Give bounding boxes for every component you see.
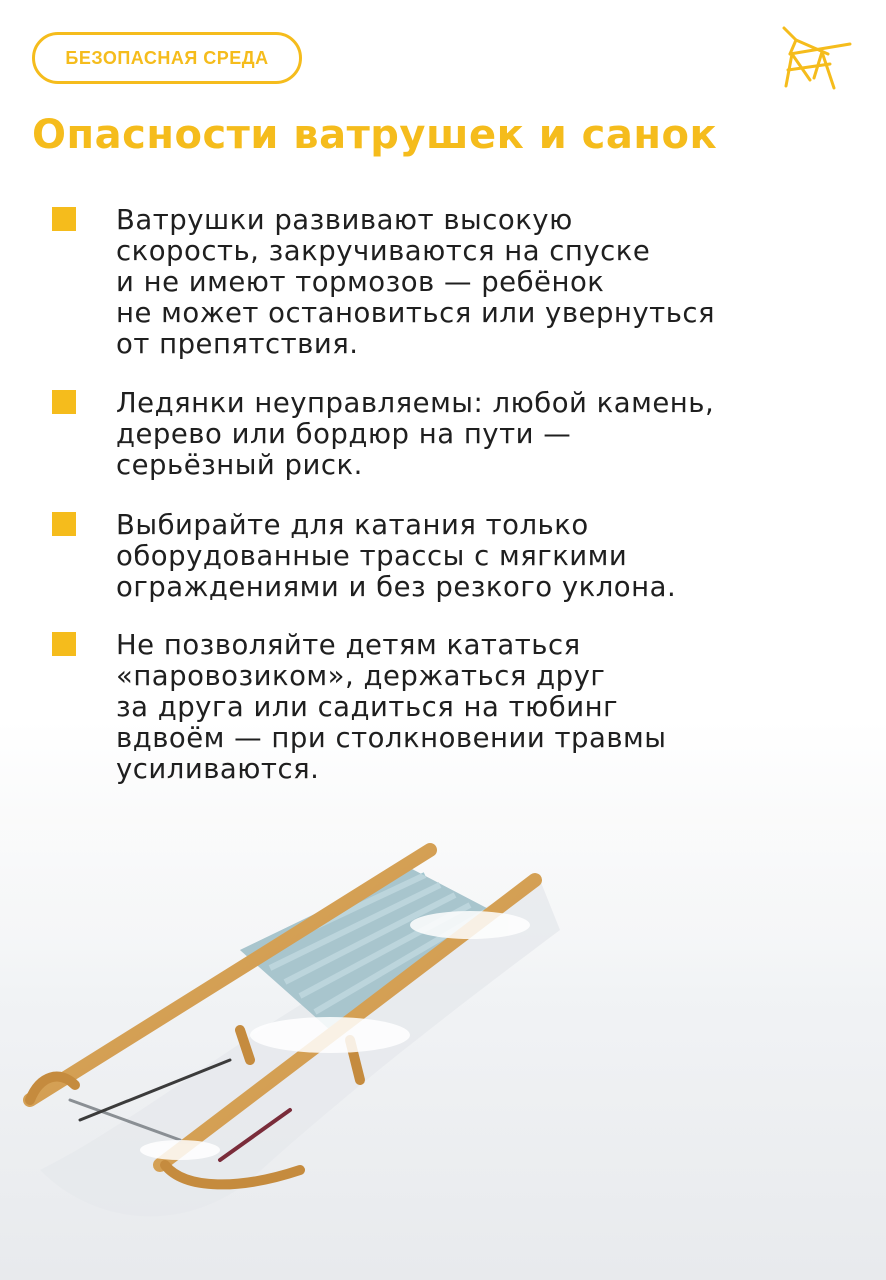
list-item-line: «паровозиком», держаться друг (116, 660, 606, 692)
list-item-line: Ватрушки развивают высокую (116, 204, 573, 236)
bullet-square-icon (52, 512, 76, 536)
sled-in-snow-illustration (0, 800, 886, 1280)
list-item-line: оборудованные трассы с мягкими (116, 540, 628, 572)
list-item-line: усиливаются. (116, 753, 320, 785)
list-item-line: от препятствия. (116, 328, 359, 360)
list-item-text (116, 388, 816, 481)
list-item-line: вдвоём — при столкновении травмы (116, 722, 667, 754)
list-item-line: серьёзный риск. (116, 449, 363, 481)
list-item-line: Ледянки неуправляемы: любой камень, (116, 387, 715, 419)
list-item-line: за друга или садиться на тюбинг (116, 691, 619, 723)
list-item-line: скорость, закручиваются на спуске (116, 235, 651, 267)
page-title: Опасности ватрушек и санок (32, 112, 718, 158)
list-item-line: не может остановиться или увернуться (116, 297, 716, 329)
section-tag: БЕЗОПАСНАЯ СРЕДА (32, 32, 302, 84)
list-item-line: Выбирайте для катания только (116, 509, 589, 541)
list-item-text (116, 630, 816, 785)
chair-logo-icon (778, 24, 856, 92)
list-item-line: и не имеют тормозов — ребёнок (116, 266, 605, 298)
list-item-line: ограждениями и без резкого уклона. (116, 571, 677, 603)
bullet-square-icon (52, 207, 76, 231)
list-item-text (116, 205, 816, 360)
list-item-line: Не позволяйте детям кататься (116, 629, 581, 661)
list-item-text (116, 510, 816, 603)
list-item-line: дерево или бордюр на пути — (116, 418, 572, 450)
bullet-square-icon (52, 632, 76, 656)
bullet-square-icon (52, 390, 76, 414)
